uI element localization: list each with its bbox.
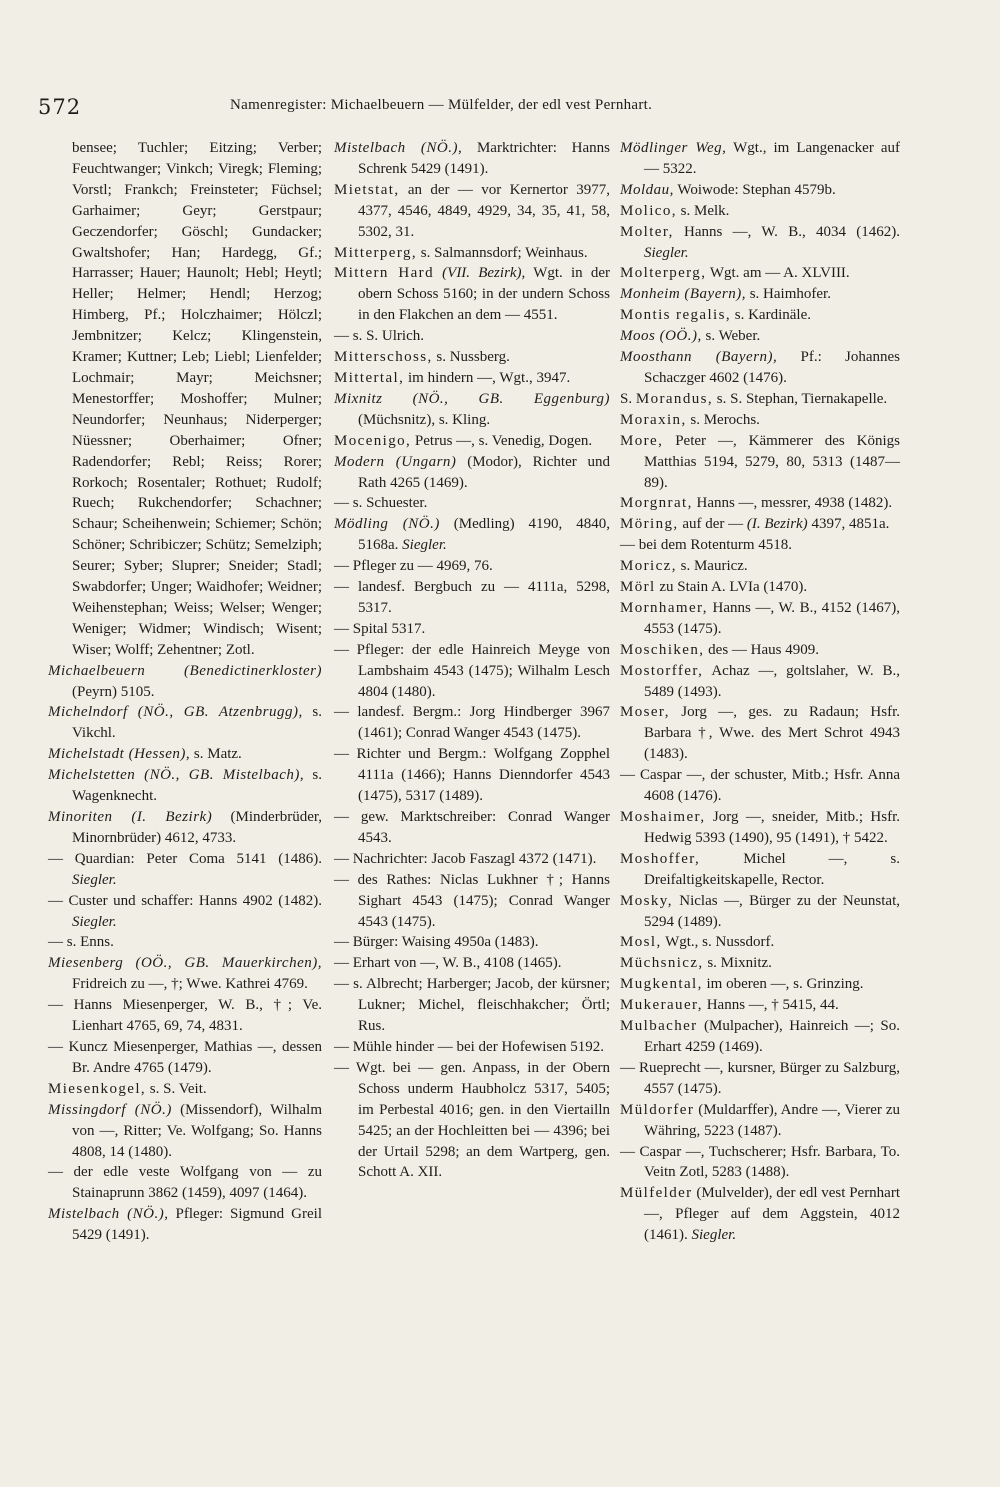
- index-entry: [334, 619, 610, 640]
- index-entry: [334, 347, 610, 368]
- entry-text: (Minderbrüder, Minornbrüder) 4612, 4733.: [72, 809, 322, 846]
- index-entry: [334, 180, 610, 243]
- index-entry: [334, 263, 610, 326]
- entry-text: Wgt. in der obern Schoss 5160; in der undern Schoss in den Flakchen an dem — 4551.: [358, 265, 610, 324]
- entry-text: — Rueprecht —, kursner, Bürger zu Salzburg, 4557 (1475).: [620, 1059, 900, 1097]
- index-entry: [334, 389, 610, 431]
- entry-headword: Montis regalis,: [620, 307, 731, 324]
- entry-headword: Mitterperg,: [334, 244, 418, 261]
- entry-text: s. Mauricz.: [676, 558, 748, 575]
- entry-text: Woiwode: Stephan 4579b.: [673, 181, 836, 198]
- entry-headword: Mödling (NÖ.): [334, 516, 440, 533]
- entry-headword: Moshaimer,: [620, 809, 706, 825]
- entry-headword: Mödlinger Weg,: [620, 140, 727, 156]
- entry-text: — Hanns Miesenperger, W. B., †; Ve. Lienhart 4765, 69, 74, 4831.: [48, 997, 322, 1035]
- entry-text: — s. Albrecht; Harberger; Jacob, der kürsner; Lukner; Michel, fleischhakcher; Örtl; Rus.: [334, 976, 610, 1035]
- index-entry: [334, 1037, 610, 1058]
- entry-headword: Mulbacher: [620, 1018, 698, 1035]
- entry-headword: Mostorffer,: [620, 662, 704, 679]
- entry-headword: Molico,: [620, 202, 677, 219]
- entry-text: — Quardian: Peter Coma 5141 (1486).: [48, 850, 322, 867]
- entry-headword: Morgnrat,: [620, 495, 693, 512]
- entry-headword: Moser,: [620, 704, 670, 721]
- entry-text: Fridreich zu —, †; Wwe. Kathrei 4769.: [72, 976, 308, 993]
- index-entry: [620, 891, 900, 933]
- index-entry: [334, 431, 610, 452]
- index-entry: [48, 849, 322, 891]
- index-column-2: [334, 138, 610, 1183]
- entry-headword: More,: [620, 432, 664, 449]
- entry-text: Michel —, s. Dreifaltigkeitskapelle, Rector.: [644, 850, 900, 888]
- entry-text: — Mühle hinder — bei der Hofewisen 5192.: [334, 1038, 604, 1055]
- index-entry: [620, 995, 900, 1016]
- index-entry: [620, 556, 900, 577]
- index-entry: [48, 1079, 322, 1100]
- entry-headword: Müchsnicz,: [620, 955, 704, 972]
- entry-text: bensee; Tuchler; Eitzing; Verber; Feuchtwanger; Vinkch; Viregk; Fleming; Vorstl; Frankch; Freinsteter; Füchsel; Garhaimer; Geyr; Gerstpaur; Geczendorfer; Göschl; Gundacker; Gwaltshofer; Han; Hardegg, Gf.; Harrasser; Hauer; Haunolt; Hebl; Heytl; Heller; Helmer; Hendl; Herzog; Himberg, Pf.; Holczhaimer; Hölczl; Jembnitzer; Kelcz; Klingenstein, Kramer; Kuttner; Leb; Liebl; Lienfelder; Lochmair; Mayr; Meichsner; Menestorffer; Moshoffer; Mulner; Neundorfer; Neunhaus; Niderperger; Nüessner; Oberhaimer; Ofner; Radendorfer; Rebl; Reiss; Rorer; Rorkoch; Rosentaler; Rothuet; Rudolf; Ruech; Rukchendorfer; Schachner; Schaur; Scheihenwein; Schiemer; Schön; Schöner; Schribiczer; Schütz; Semelziph; Seurer; Syber; Sluprer; Sneider; Stadl; Swabdorfer; Unger; Waidhofer; Weidner; Weihenstephan; Weiss; Welser; Wenger; Weniger; Widmer; Windisch; Wisent; Wiser; Wolff; Zehentner; Zotl.: [72, 140, 322, 658]
- index-entry: [334, 849, 610, 870]
- entry-text: — des Rathes: Niclas Lukhner †; Hanns Sighart 4543 (1475); Conrad Wanger 4543 (1475).: [334, 871, 610, 930]
- entry-headword: Moraxin,: [620, 411, 687, 428]
- entry-headword: Mistelbach (NÖ.),: [334, 140, 463, 156]
- entry-text: (Modor), Richter und Rath 4265 (1469).: [358, 453, 610, 491]
- entry-text: — Spital 5317.: [334, 620, 426, 637]
- index-entry: [620, 1016, 900, 1058]
- entry-text: Wgt., im Langenacker auf — 5322.: [644, 140, 900, 177]
- index-entry: [620, 305, 900, 326]
- index-entry: [48, 1037, 322, 1079]
- entry-headword: Michelndorf (NÖ., GB. Atzenbrugg),: [48, 704, 303, 721]
- index-entry: [48, 807, 322, 849]
- entry-text: — bei dem Rotenturm 4518.: [620, 537, 793, 554]
- entry-text: Achaz —, goltslaher, W. B., 5489 (1493).: [644, 662, 900, 700]
- entry-headword: Moshoffer,: [620, 850, 701, 867]
- index-entry: [620, 640, 900, 661]
- index-entry: [334, 493, 610, 514]
- entry-text: Wgt. am — A. XLVIII.: [706, 265, 850, 282]
- entry-headword: Modern (Ungarn): [334, 453, 457, 470]
- entry-text: Marktrichter: Hanns Schrenk 5429 (1491).: [358, 140, 610, 177]
- entry-text: Jorg —, sneider, Mitb.; Hsfr. Hedwig 5393 (1490), 95 (1491), † 5422.: [644, 809, 900, 846]
- entry-text: Jorg —, ges. zu Radaun; Hsfr. Barbara †, Wwe. des Mert Schrot 4943 (1483).: [644, 704, 900, 763]
- entry-text: s. Salmannsdorf; Weinhaus.: [417, 244, 588, 261]
- entry-headword: Mukerauer,: [620, 997, 703, 1014]
- index-entry: [620, 953, 900, 974]
- entry-text: (Missendorf), Wilhalm von —, Ritter; Ve. Wolfgang; So. Hanns 4808, 14 (1480).: [72, 1101, 322, 1160]
- index-entry: [620, 514, 900, 535]
- index-entry: [48, 1162, 322, 1204]
- page-header: [38, 95, 968, 121]
- entry-text: — Wgt. bei — gen. Anpass, in der Obern Schoss underm Haubholcz 5317, 5405; im Perbestal 4016; gen. in den Viertailln 5425; an der Hochleitten bei — 4396; bei der Urtail 5298; an dem Wartperg, gen. Schott A. XII.: [334, 1059, 610, 1181]
- entry-headword: Moldau,: [620, 181, 674, 198]
- entry-headword: Möring,: [620, 516, 679, 533]
- index-entry: [334, 744, 610, 807]
- entry-text: Siegler.: [402, 537, 447, 554]
- entry-headword: Mixnitz (NÖ., GB. Eggenburg): [334, 390, 610, 407]
- index-entry: [334, 702, 610, 744]
- entry-headword: Miesenkogel,: [48, 1080, 147, 1097]
- entry-headword: Mietstat,: [334, 181, 400, 198]
- entry-text: s. Merochs.: [686, 411, 760, 428]
- entry-text: Hanns —, W. B., 4152 (1467), 4553 (1475).: [644, 599, 900, 637]
- entry-headword: Moos (OÖ.),: [620, 328, 702, 345]
- index-entry: [620, 493, 900, 514]
- entry-text: — s. S. Ulrich.: [334, 328, 424, 345]
- index-entry: [334, 138, 610, 180]
- index-entry: [620, 1183, 900, 1246]
- index-entry: [620, 180, 900, 201]
- entry-text: des — Haus 4909.: [704, 641, 819, 658]
- entry-text: Wgt., s. Nussdorf.: [661, 934, 775, 951]
- index-entry: [48, 1100, 322, 1163]
- entry-text: Siegler.: [72, 871, 117, 888]
- index-entry: [334, 953, 610, 974]
- entry-text: s. Kardinäle.: [731, 307, 811, 324]
- entry-text: — landesf. Bergm.: Jorg Hindberger 3967 (1461); Conrad Wanger 4543 (1475).: [334, 704, 610, 742]
- index-entry: [334, 1058, 610, 1183]
- entry-text: auf der —: [678, 516, 747, 533]
- entry-text: (Mulvelder), der edl vest Pernhart —, Pfleger auf dem Aggstein, 4012 (1461).: [644, 1185, 901, 1244]
- index-entry: [334, 640, 610, 703]
- entry-headword: Morandus,: [635, 390, 714, 407]
- entry-text: — s. Schuester.: [334, 495, 428, 512]
- index-entry: [620, 347, 900, 389]
- index-entry: [334, 577, 610, 619]
- index-column-3: [620, 138, 900, 1246]
- index-entry: [620, 263, 900, 284]
- entry-text: — Pfleger zu — 4969, 76.: [334, 558, 493, 575]
- entry-text: Niclas —, Bürger zu der Neunstat, 5294 (1489).: [644, 892, 900, 930]
- entry-text: Siegler.: [72, 913, 117, 930]
- entry-text: s. Wagenknecht.: [72, 767, 322, 805]
- entry-text: (I. Bezirk): [746, 516, 808, 533]
- index-entry: [334, 368, 610, 389]
- entry-text: Petrus —, s. Venedig, Dogen.: [411, 432, 593, 449]
- entry-headword: Moschiken,: [620, 641, 705, 658]
- entry-text: — Pfleger: der edle Hainreich Meyge von Lambshaim 4543 (1475); Wilhalm Lesch 4804 (1480).: [334, 641, 610, 700]
- index-entry: [620, 702, 900, 765]
- entry-text: s. Matz.: [190, 746, 242, 763]
- index-entry: [334, 452, 610, 494]
- entry-text: Hanns —, W. B., 4034 (1462).: [673, 223, 900, 240]
- index-entry: [48, 702, 322, 744]
- entry-headword: Mülfelder: [620, 1185, 693, 1202]
- index-entry: [48, 953, 322, 995]
- entry-headword: Mitterschoss,: [334, 349, 433, 366]
- index-entry: [620, 598, 900, 640]
- index-entry: [620, 431, 900, 494]
- index-entry: [620, 661, 900, 703]
- entry-headword: Mittern Hard: [334, 265, 434, 282]
- entry-text: — Caspar —, Tuchscherer; Hsfr. Barbara, To. Veitn Zotl, 5283 (1488).: [620, 1143, 900, 1181]
- index-entry: [334, 514, 610, 556]
- entry-headword: Michelstetten (NÖ., GB. Mistelbach),: [48, 767, 305, 784]
- index-entry: [48, 661, 322, 703]
- entry-text: im hindern —, Wgt., 3947.: [404, 369, 571, 386]
- index-entry: [620, 326, 900, 347]
- entry-headword: Moricz,: [620, 558, 677, 575]
- index-entry: [334, 326, 610, 347]
- entry-text: s. Vikchl.: [72, 704, 322, 742]
- entry-headword: Michaelbeuern (Benedictinerkloster): [48, 662, 322, 679]
- running-title: Namenregister: Michaelbeuern — Mülfelder, der edl vest Pernhart.: [230, 97, 653, 113]
- entry-text: zu Stain A. LVIa (1470).: [655, 579, 808, 596]
- entry-headword: Mugkental,: [620, 976, 703, 993]
- entry-text: an der — vor Kernertor 3977, 4377, 4546, 4849, 4929, 34, 35, 41, 58, 5302, 31.: [358, 181, 610, 240]
- entry-headword: Missingdorf (NÖ.): [48, 1101, 172, 1118]
- entry-text: S.: [620, 390, 636, 407]
- entry-text: s. S. Stephan, Tiernakapelle.: [713, 390, 888, 407]
- entry-text: Pf.: Johannes Schaczger 4602 (1476).: [644, 349, 901, 386]
- index-entry: [48, 765, 322, 807]
- index-entry: [48, 744, 322, 765]
- entry-text: (VII. Bezirk),: [433, 265, 526, 282]
- index-entry: [620, 765, 900, 807]
- entry-headword: Mornhamer,: [620, 599, 708, 616]
- index-entry: [620, 974, 900, 995]
- entry-text: 4397, 4851a.: [807, 516, 890, 533]
- entry-text: s. Nussberg.: [432, 349, 510, 366]
- entry-headword: Mörl: [620, 579, 656, 596]
- index-entry: [48, 995, 322, 1037]
- entry-text: — der edle veste Wolfgang von — zu Stainaprunn 3862 (1459), 4097 (1464).: [48, 1164, 322, 1202]
- entry-headword: Mosl,: [620, 934, 662, 951]
- index-entry: [620, 201, 900, 222]
- entry-headword: Mocenigo,: [334, 432, 412, 449]
- entry-headword: Müldorfer: [620, 1101, 695, 1118]
- entry-text: (Muldarffer), Andre —, Vierer zu Währing, 5223 (1487).: [644, 1101, 900, 1139]
- entry-text: (Medling) 4190, 4840, 5168a.: [358, 516, 610, 554]
- index-entry: [620, 1142, 900, 1184]
- index-entry: [334, 243, 610, 264]
- entry-text: s. Weber.: [701, 328, 761, 345]
- index-entry: [334, 556, 610, 577]
- entry-text: — Kuncz Miesenperger, Mathias —, dessen Br. Andre 4765 (1479).: [48, 1038, 322, 1076]
- index-entry: [48, 932, 322, 953]
- entry-text: — landesf. Bergbuch zu — 4111a, 5298, 5317.: [334, 579, 610, 616]
- entry-text: Hanns —, † 5415, 44.: [702, 997, 839, 1014]
- entry-text: im oberen —, s. Grinzing.: [702, 976, 864, 993]
- entry-text: (Müchsnitz), s. Kling.: [358, 411, 491, 428]
- index-entry: [620, 389, 900, 410]
- index-entry: [620, 535, 900, 556]
- entry-headword: Michelstadt (Hessen),: [48, 746, 191, 763]
- page-number: 572: [38, 95, 82, 119]
- entry-text: — Nachrichter: Jacob Faszagl 4372 (1471).: [334, 850, 597, 867]
- entry-text: Pfleger: Sigmund Greil 5429 (1491).: [72, 1206, 323, 1244]
- entry-text: — gew. Marktschreiber: Conrad Wanger 4543.: [334, 809, 610, 846]
- entry-headword: Molter,: [620, 223, 674, 240]
- entry-text: s. Mixnitz.: [703, 955, 772, 972]
- index-entry: [48, 138, 322, 661]
- entry-text: (Mulpacher), Hainreich —; So. Erhart 4259 (1469).: [644, 1018, 900, 1055]
- entry-text: Peter —, Kämmerer des Königs Matthias 5194, 5279, 80, 5313 (1487—89).: [644, 432, 900, 491]
- entry-text: — Bürger: Waising 4950a (1483).: [334, 934, 539, 951]
- index-entry: [48, 1204, 322, 1246]
- index-entry: [620, 410, 900, 431]
- entry-headword: Molterperg,: [620, 265, 707, 282]
- index-entry: [620, 807, 900, 849]
- entry-text: — Caspar —, der schuster, Mitb.; Hsfr. Anna 4608 (1476).: [620, 767, 900, 805]
- index-entry: [334, 870, 610, 933]
- index-entry: [334, 807, 610, 849]
- entry-headword: Minoriten (I. Bezirk): [48, 809, 213, 825]
- entry-text: — s. Enns.: [48, 934, 114, 951]
- entry-text: — Richter und Bergm.: Wolfgang Zopphel 4111a (1466); Hanns Dienndorfer 4543 (1475), 5317 (1489).: [334, 746, 610, 805]
- index-entry: [334, 932, 610, 953]
- entry-headword: Mistelbach (NÖ.),: [48, 1206, 169, 1223]
- entry-headword: Miesenberg (OÖ., GB. Mauerkirchen),: [48, 955, 322, 972]
- index-entry: [620, 849, 900, 891]
- entry-text: (Peyrn) 5105.: [72, 683, 155, 700]
- index-entry: [334, 974, 610, 1037]
- index-entry: [620, 1100, 900, 1142]
- entry-text: s. Haimhofer.: [745, 286, 831, 303]
- entry-text: — Custer und schaffer: Hanns 4902 (1482).: [48, 892, 322, 909]
- index-column-1: [48, 138, 322, 1246]
- entry-headword: Moosthann (Bayern),: [620, 349, 778, 366]
- entry-text: Siegler.: [644, 244, 689, 261]
- entry-text: s. Melk.: [676, 202, 730, 219]
- entry-text: Siegler.: [691, 1227, 737, 1244]
- index-entry: [48, 891, 322, 933]
- index-entry: [620, 284, 900, 305]
- index-entry: [620, 222, 900, 264]
- entry-headword: Monheim (Bayern),: [620, 286, 746, 303]
- entry-text: s. S. Veit.: [146, 1080, 207, 1097]
- entry-text: — Erhart von —, W. B., 4108 (1465).: [334, 955, 562, 972]
- index-entry: [620, 932, 900, 953]
- index-entry: [620, 577, 900, 598]
- entry-headword: Mosky,: [620, 892, 673, 909]
- index-entry: [620, 1058, 900, 1100]
- entry-text: Hanns —, messrer, 4938 (1482).: [692, 495, 893, 512]
- index-entry: [620, 138, 900, 180]
- entry-headword: Mittertal,: [334, 369, 405, 386]
